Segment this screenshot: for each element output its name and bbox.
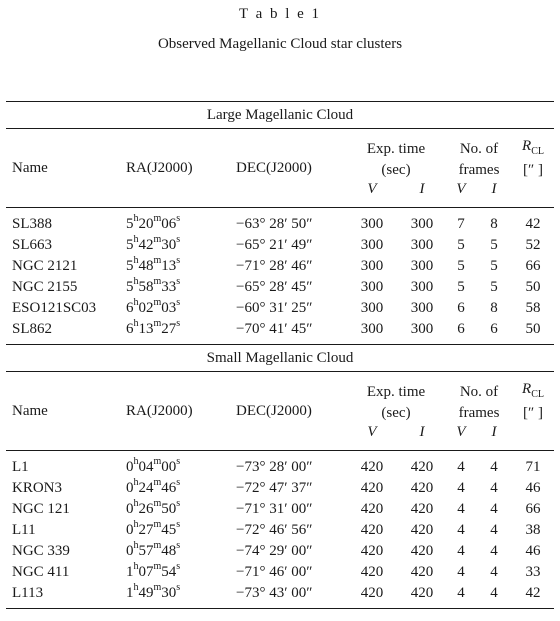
table-row	[6, 319, 554, 340]
cluster-dec: −71° 28′ 46″	[236, 258, 313, 274]
cluster-dec: −65° 21′ 49″	[236, 237, 313, 253]
exp-v: 420	[360, 585, 384, 601]
ra-s-value: 27	[161, 321, 177, 337]
exp-i: 420	[410, 459, 434, 475]
cluster-ra	[126, 256, 236, 277]
table-row	[6, 457, 554, 478]
ra-m-unit: m	[153, 234, 162, 245]
cluster-name: NGC 2155	[12, 279, 78, 295]
col-ra-header: RA(J2000)	[126, 159, 193, 176]
col-exp-header-1: Exp. time	[366, 140, 426, 157]
ra-m-value: 49	[138, 585, 154, 601]
exp-i: 300	[410, 237, 434, 253]
ra-s-value: 13	[161, 258, 177, 274]
ra-m-unit: m	[153, 477, 162, 488]
rcl-value: 42	[525, 585, 541, 601]
ra-h-unit: h	[133, 540, 139, 551]
col-rcl-header	[512, 137, 554, 161]
frames-v: 4	[457, 480, 465, 496]
ra-s-value: 45	[161, 522, 177, 538]
frames-v: 5	[457, 258, 465, 274]
ra-m-value: 07	[138, 564, 154, 580]
ra-h-value: 0	[126, 501, 134, 517]
exp-v: 420	[360, 501, 384, 517]
cluster-ra	[126, 520, 236, 541]
ra-m-value: 58	[138, 279, 154, 295]
col-exp-header-1: Exp. time	[366, 383, 426, 400]
cluster-ra	[126, 457, 236, 478]
ra-m-value: 02	[138, 300, 154, 316]
ra-s-value: 30	[161, 585, 177, 601]
frames-i: 4	[490, 480, 498, 496]
table-row	[6, 562, 554, 583]
ra-m-value: 13	[138, 321, 154, 337]
table-row	[6, 478, 554, 499]
rcl-value: 46	[525, 480, 541, 496]
cluster-dec: −72° 47′ 37″	[236, 480, 313, 496]
exp-i: 420	[410, 543, 434, 559]
exp-v: 300	[360, 321, 384, 337]
col-dec-header: DEC(J2000)	[236, 159, 312, 176]
ra-s-unit: s	[176, 498, 181, 509]
frames-i: 4	[490, 459, 498, 475]
ra-m-value: 26	[138, 501, 154, 517]
col-rcl-header	[512, 380, 554, 404]
frames-i: 4	[490, 543, 498, 559]
ra-s-unit: s	[176, 318, 181, 329]
exp-v: 420	[360, 480, 384, 496]
cluster-name: L1	[12, 459, 29, 475]
ra-m-value: 20	[138, 216, 154, 232]
bottom-rule	[6, 609, 554, 610]
col-frames-i-header: I	[491, 424, 497, 440]
col-rcl-unit: [″ ]	[523, 405, 543, 421]
ra-s-value: 46	[161, 480, 177, 496]
table-row	[6, 583, 554, 604]
exp-v: 420	[360, 543, 384, 559]
ra-h-value: 0	[126, 522, 134, 538]
cluster-dec: −65° 28′ 45″	[236, 279, 313, 295]
ra-s-unit: s	[176, 477, 181, 488]
frames-v: 4	[457, 522, 465, 538]
ra-m-unit: m	[153, 276, 162, 287]
cluster-name: ESO121SC03	[12, 300, 97, 316]
ra-m-unit: m	[153, 318, 162, 329]
clusters-table	[6, 101, 554, 609]
ra-h-unit: h	[133, 276, 139, 287]
col-frames-header-2: frames	[458, 405, 500, 421]
frames-i: 4	[490, 564, 498, 580]
exp-i: 420	[410, 480, 434, 496]
exp-v: 300	[360, 258, 384, 274]
col-exp-header-2: (sec)	[381, 405, 411, 421]
col-ra-header: RA(J2000)	[126, 402, 193, 419]
rcl-value: 52	[525, 237, 541, 253]
col-exp-v-header: V	[367, 181, 377, 197]
ra-h-value: 1	[126, 585, 134, 601]
exp-i: 300	[410, 300, 434, 316]
ra-s-unit: s	[176, 582, 181, 593]
ra-h-unit: h	[133, 519, 139, 530]
rcl-value: 71	[525, 459, 541, 475]
table-row	[6, 298, 554, 319]
col-dec-header: DEC(J2000)	[236, 402, 312, 419]
table-row	[6, 214, 554, 235]
table-row	[6, 499, 554, 520]
smc-header-gap-2	[6, 442, 554, 451]
frames-i: 5	[490, 258, 498, 274]
cluster-name: NGC 411	[12, 564, 70, 580]
exp-i: 300	[410, 216, 434, 232]
rcl-value: 66	[525, 258, 541, 274]
ra-h-unit: h	[133, 582, 139, 593]
col-exp-i-header: I	[419, 424, 425, 440]
rcl-value: 58	[525, 300, 541, 316]
ra-h-unit: h	[133, 255, 139, 266]
ra-m-unit: m	[153, 561, 162, 572]
ra-h-value: 6	[126, 321, 134, 337]
ra-h-value: 5	[126, 216, 134, 232]
col-frames-i-header: I	[491, 181, 497, 197]
exp-i: 420	[410, 585, 434, 601]
ra-h-value: 1	[126, 564, 134, 580]
rcl-value: 38	[525, 522, 541, 538]
cluster-name: NGC 2121	[12, 258, 78, 274]
rcl-value: 42	[525, 216, 541, 232]
ra-m-unit: m	[153, 498, 162, 509]
smc-section-title: Small Magellanic Cloud	[206, 349, 354, 366]
ra-m-value: 57	[138, 543, 154, 559]
table-row	[6, 256, 554, 277]
col-exp-header-2: (sec)	[381, 162, 411, 178]
cluster-name: SL862	[12, 321, 53, 337]
cluster-name: SL388	[12, 216, 53, 232]
smc-header-row-1	[6, 380, 554, 404]
ra-m-unit: m	[153, 456, 162, 467]
ra-h-unit: h	[133, 318, 139, 329]
exp-i: 420	[410, 564, 434, 580]
ra-h-unit: h	[133, 456, 139, 467]
ra-s-unit: s	[176, 276, 181, 287]
cluster-dec: −73° 28′ 00″	[236, 459, 313, 475]
table-title: T a b l e 1	[238, 6, 322, 22]
cluster-ra	[126, 583, 236, 604]
ra-h-value: 5	[126, 258, 134, 274]
ra-s-value: 33	[161, 279, 177, 295]
ra-h-value: 0	[126, 459, 134, 475]
cluster-name: L11	[12, 522, 36, 538]
frames-i: 6	[490, 321, 498, 337]
ra-h-unit: h	[133, 213, 139, 224]
table-row	[6, 520, 554, 541]
cluster-name: SL663	[12, 237, 53, 253]
frames-v: 7	[457, 216, 465, 232]
ra-m-value: 04	[138, 459, 154, 475]
exp-v: 300	[360, 300, 384, 316]
ra-m-unit: m	[153, 213, 162, 224]
ra-s-value: 03	[161, 300, 177, 316]
cluster-dec: −71° 31′ 00″	[236, 501, 313, 517]
ra-s-unit: s	[176, 456, 181, 467]
rcl-subscript: CL	[531, 389, 544, 400]
frames-v: 4	[457, 585, 465, 601]
table-caption: Observed Magellanic Cloud star clusters	[157, 36, 403, 52]
ra-m-unit: m	[153, 540, 162, 551]
rcl-symbol: R	[522, 138, 532, 154]
ra-s-unit: s	[176, 234, 181, 245]
ra-m-unit: m	[153, 582, 162, 593]
ra-h-value: 0	[126, 543, 134, 559]
ra-m-unit: m	[153, 519, 162, 530]
frames-v: 5	[457, 237, 465, 253]
lmc-header-row-1	[6, 137, 554, 161]
ra-s-unit: s	[176, 255, 181, 266]
cluster-dec: −73° 43′ 00″	[236, 585, 313, 601]
rcl-value: 33	[525, 564, 541, 580]
col-rcl-blank	[512, 180, 554, 199]
frames-v: 6	[457, 321, 465, 337]
cluster-dec: −60° 31′ 25″	[236, 300, 313, 316]
ra-s-unit: s	[176, 519, 181, 530]
ra-h-unit: h	[133, 477, 139, 488]
frames-v: 4	[457, 564, 465, 580]
col-frames-header-1: No. of	[459, 140, 499, 157]
frames-i: 8	[490, 216, 498, 232]
ra-h-unit: h	[133, 498, 139, 509]
ra-m-value: 48	[138, 258, 154, 274]
ra-h-value: 5	[126, 237, 134, 253]
cluster-dec: −71° 46′ 00″	[236, 564, 313, 580]
cluster-dec: −70° 41′ 45″	[236, 321, 313, 337]
exp-i: 420	[410, 522, 434, 538]
cluster-ra	[126, 298, 236, 319]
frames-v: 4	[457, 459, 465, 475]
lmc-section	[6, 102, 554, 129]
rcl-subscript: CL	[531, 146, 544, 157]
frames-i: 5	[490, 279, 498, 295]
table-row	[6, 235, 554, 256]
col-exp-v-header: V	[367, 424, 377, 440]
rcl-value: 46	[525, 543, 541, 559]
rcl-value: 50	[525, 279, 541, 295]
frames-i: 5	[490, 237, 498, 253]
exp-v: 300	[360, 237, 384, 253]
rcl-symbol: R	[522, 381, 532, 397]
exp-v: 300	[360, 216, 384, 232]
cluster-ra	[126, 478, 236, 499]
rcl-value: 66	[525, 501, 541, 517]
col-name-header: Name	[12, 402, 48, 419]
cluster-dec: −74° 29′ 00″	[236, 543, 313, 559]
cluster-ra	[126, 499, 236, 520]
col-exp-i-header: I	[419, 181, 425, 197]
exp-i: 300	[410, 279, 434, 295]
exp-i: 300	[410, 321, 434, 337]
ra-h-value: 0	[126, 480, 134, 496]
col-frames-header-2: frames	[458, 162, 500, 178]
ra-s-value: 54	[161, 564, 177, 580]
frames-i: 4	[490, 585, 498, 601]
frames-i: 8	[490, 300, 498, 316]
cluster-ra	[126, 214, 236, 235]
ra-h-unit: h	[133, 561, 139, 572]
ra-h-unit: h	[133, 297, 139, 308]
lmc-header-gap-2	[6, 199, 554, 208]
cluster-dec: −72° 46′ 56″	[236, 522, 313, 538]
exp-v: 420	[360, 564, 384, 580]
ra-m-value: 27	[138, 522, 154, 538]
table-row	[6, 541, 554, 562]
ra-h-value: 5	[126, 279, 134, 295]
ra-h-unit: h	[133, 234, 139, 245]
exp-i: 420	[410, 501, 434, 517]
col-name-header: Name	[12, 159, 48, 176]
smc-header-gap	[6, 372, 554, 380]
lmc-section-title: Large Magellanic Cloud	[206, 106, 354, 123]
col-rcl-blank	[512, 423, 554, 442]
cluster-dec: −63° 28′ 50″	[236, 216, 313, 232]
ra-s-value: 00	[161, 459, 177, 475]
smc-section	[6, 345, 554, 372]
ra-m-value: 42	[138, 237, 154, 253]
ra-s-unit: s	[176, 540, 181, 551]
exp-i: 300	[410, 258, 434, 274]
table-row	[6, 277, 554, 298]
cluster-name: NGC 339	[12, 543, 70, 559]
frames-v: 4	[457, 501, 465, 517]
ra-m-value: 24	[138, 480, 154, 496]
cluster-name: KRON3	[12, 480, 63, 496]
col-rcl-unit: [″ ]	[523, 162, 543, 178]
lmc-header-gap	[6, 129, 554, 137]
cluster-ra	[126, 541, 236, 562]
ra-s-value: 50	[161, 501, 177, 517]
col-frames-v-header: V	[456, 181, 466, 197]
exp-v: 420	[360, 459, 384, 475]
exp-v: 420	[360, 522, 384, 538]
frames-v: 6	[457, 300, 465, 316]
frames-v: 5	[457, 279, 465, 295]
col-frames-header-1: No. of	[459, 383, 499, 400]
ra-s-unit: s	[176, 213, 181, 224]
cluster-ra	[126, 319, 236, 340]
ra-s-unit: s	[176, 297, 181, 308]
ra-m-unit: m	[153, 255, 162, 266]
ra-s-value: 30	[161, 237, 177, 253]
frames-v: 4	[457, 543, 465, 559]
cluster-name: NGC 121	[12, 501, 70, 517]
cluster-ra	[126, 562, 236, 583]
ra-s-unit: s	[176, 561, 181, 572]
ra-m-unit: m	[153, 297, 162, 308]
ra-h-value: 6	[126, 300, 134, 316]
frames-i: 4	[490, 501, 498, 517]
cluster-ra	[126, 235, 236, 256]
cluster-ra	[126, 277, 236, 298]
ra-s-value: 06	[161, 216, 177, 232]
cluster-name: L113	[12, 585, 44, 601]
exp-v: 300	[360, 279, 384, 295]
rcl-value: 50	[525, 321, 541, 337]
col-frames-v-header: V	[456, 424, 466, 440]
ra-s-value: 48	[161, 543, 177, 559]
frames-i: 4	[490, 522, 498, 538]
